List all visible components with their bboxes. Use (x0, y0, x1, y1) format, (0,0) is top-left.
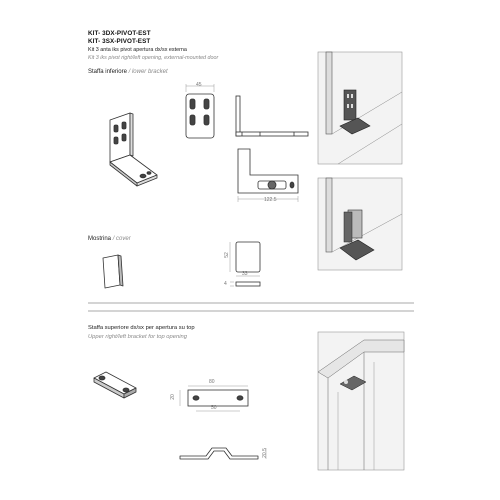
cover-dimension-drawing (222, 238, 268, 294)
lower-bracket-isometric-drawing (95, 105, 165, 195)
upper-bracket-length-dim: 80 (209, 379, 215, 385)
cover-label-en: cover (116, 236, 131, 242)
label-separator: / (112, 236, 115, 242)
upper-bracket-isometric-drawing (90, 370, 140, 402)
lower-bracket-heading (88, 69, 168, 75)
installation-photo-upper-bracket (318, 332, 404, 470)
cover-height-dim: 52 (223, 252, 230, 258)
installation-photo-lower-bracket (318, 52, 402, 164)
lower-bracket-width-dim: 45 (196, 82, 202, 88)
section-separator-top (88, 302, 414, 304)
section-separator-bottom (88, 310, 414, 312)
lower-bracket-label-en: lower bracket (131, 69, 168, 75)
lower-bracket-front-view (180, 82, 222, 146)
description-italian: Kit 3 anta iks pivot apertura dx/sx esterna (88, 47, 187, 53)
installation-photo-cover (318, 178, 402, 270)
upper-bracket-side-dim: 20.5 (261, 448, 268, 458)
product-code-sx: KIT- 3SX-PIVOT-EST (88, 37, 151, 45)
cover-label-it: Mostrina (88, 236, 112, 242)
description-english: Kit 3 iks pivot right/left opening, external-mounted door (88, 55, 219, 61)
cover-thickness-dim: 4 (224, 281, 227, 287)
lower-bracket-side-view (232, 92, 312, 142)
upper-bracket-label-english: Upper right/left bracket for top opening (88, 334, 187, 340)
upper-bracket-inner-dim: 50 (211, 405, 217, 411)
upper-bracket-side-profile (176, 440, 272, 466)
label-separator: / (128, 69, 131, 75)
lower-bracket-label-it: Staffa inferiore (88, 69, 127, 75)
lower-bracket-length-dim: 122.5 (264, 197, 277, 203)
cover-heading (88, 236, 131, 242)
product-code-dx: KIT- 3DX-PIVOT-EST (88, 30, 151, 37)
cover-isometric-drawing (100, 254, 124, 290)
cover-width-dim: 33 (242, 271, 248, 277)
upper-bracket-height-dim: 20 (169, 394, 176, 400)
upper-bracket-label-italian: Staffa superiore dx/sx per apertura su top (88, 325, 195, 331)
